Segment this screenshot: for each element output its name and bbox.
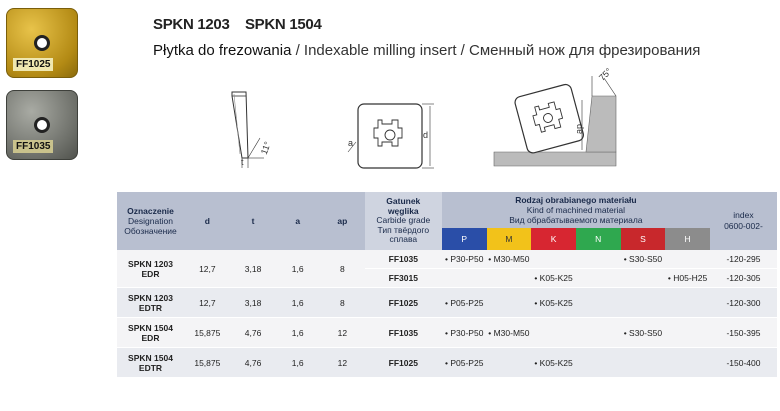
cell-d: 12,7 bbox=[184, 250, 231, 288]
cell-material-k: • K05-K25 bbox=[531, 269, 576, 288]
subtitle-translations: / Indexable milling insert / Сменный нож для фрезирования bbox=[291, 42, 701, 59]
cell-material-s: • S30-S50 bbox=[621, 250, 666, 269]
cell-material-s: • S30-S50 bbox=[621, 318, 666, 348]
cell-d: 12,7 bbox=[184, 288, 231, 318]
table-header-row bbox=[117, 192, 777, 228]
cell-grade: FF3015 bbox=[365, 269, 442, 288]
working-position-drawing bbox=[494, 66, 616, 166]
table-row bbox=[117, 348, 777, 378]
cell-index: -150-400 bbox=[710, 348, 777, 378]
designation-line: SPKN 1203 bbox=[128, 292, 173, 303]
cell-material-k bbox=[531, 250, 576, 269]
material-swatch-s: S bbox=[621, 228, 666, 250]
insert-photo-grey bbox=[6, 90, 78, 160]
material-pl: Rodzaj obrabianego materiału bbox=[515, 195, 637, 205]
designation-line: SPKN 1504 bbox=[128, 352, 173, 363]
cell-material-p: • P05-P25 bbox=[442, 348, 487, 378]
material-swatch-n: N bbox=[576, 228, 621, 250]
designation-line: EDR bbox=[141, 332, 160, 343]
cell-material-k: • K05-K25 bbox=[531, 288, 576, 318]
cell-a: 1,6 bbox=[275, 348, 320, 378]
cell-ap: 8 bbox=[320, 250, 365, 288]
grade-pl-1: Gatunek bbox=[386, 196, 421, 207]
cell-grade: FF1025 bbox=[365, 348, 442, 378]
cell-t: 4,76 bbox=[231, 318, 276, 348]
chamfer-label: a bbox=[348, 138, 354, 148]
cell-material-s bbox=[621, 269, 666, 288]
cell-material-n bbox=[576, 288, 621, 318]
designation-line: SPKN 1504 bbox=[128, 322, 173, 333]
lead-angle-label: 75° bbox=[596, 66, 614, 83]
thickness-label: t bbox=[241, 157, 244, 167]
cell-material-n bbox=[576, 348, 621, 378]
side-view-drawing bbox=[232, 92, 273, 168]
cell-material-h bbox=[665, 250, 710, 269]
material-en: Kind of machined material bbox=[526, 205, 626, 215]
dim-header-t: t bbox=[251, 216, 255, 226]
material-ru: Вид обрабатываемого материала bbox=[509, 215, 643, 225]
cell-material-p: • P05-P25 bbox=[442, 288, 487, 318]
cell-material-n bbox=[576, 269, 621, 288]
cell-index: -120-295 bbox=[710, 250, 777, 269]
insert-grade-label: FF1035 bbox=[13, 140, 53, 153]
table-row bbox=[117, 288, 777, 318]
cell-material-h bbox=[665, 318, 710, 348]
diameter-label: d bbox=[423, 130, 429, 140]
table-row bbox=[117, 250, 777, 269]
insert-designation bbox=[117, 250, 184, 288]
grade-pl-2: węglika bbox=[387, 205, 419, 216]
table-row bbox=[117, 318, 777, 348]
top-view-drawing bbox=[348, 104, 434, 168]
subtitle-polish: Płytka do frezowania bbox=[153, 42, 292, 59]
material-header bbox=[442, 192, 710, 228]
grade-en: Carbide grade bbox=[376, 215, 431, 226]
cell-ap: 8 bbox=[320, 288, 365, 318]
insert-photo-gold bbox=[6, 8, 78, 78]
cell-ap: 12 bbox=[320, 348, 365, 378]
mounting-hole bbox=[34, 117, 50, 133]
cell-material-m bbox=[487, 269, 532, 288]
designation-header bbox=[117, 192, 184, 250]
cell-material-m bbox=[487, 288, 532, 318]
cell-index: -120-300 bbox=[710, 288, 777, 318]
cell-material-n bbox=[576, 318, 621, 348]
insert-photos bbox=[0, 0, 115, 411]
cell-material-h: • H05-H25 bbox=[665, 269, 710, 288]
material-swatch-k: K bbox=[531, 228, 576, 250]
designation-line: EDTR bbox=[138, 302, 163, 313]
cell-t: 3,18 bbox=[231, 250, 276, 288]
mounting-hole bbox=[34, 35, 50, 51]
designation-line: EDR bbox=[141, 268, 160, 279]
designation-line: SPKN 1203 bbox=[128, 258, 173, 269]
cell-t: 4,76 bbox=[231, 348, 276, 378]
insert-designation bbox=[117, 318, 184, 348]
cell-grade: FF1035 bbox=[365, 318, 442, 348]
cell-d: 15,875 bbox=[184, 348, 231, 378]
insert-designation bbox=[117, 288, 184, 318]
cell-material-k bbox=[531, 318, 576, 348]
cell-a: 1,6 bbox=[275, 250, 320, 288]
grade-header bbox=[365, 192, 442, 250]
grade-ru-2: сплава bbox=[389, 234, 418, 245]
cell-material-m: • M30-M50 bbox=[487, 250, 532, 269]
index-prefix: 0600-002- bbox=[724, 221, 763, 231]
cell-material-k: • K05-K25 bbox=[531, 348, 576, 378]
cell-material-s bbox=[621, 288, 666, 318]
insert-designation bbox=[117, 348, 184, 378]
cell-t: 3,18 bbox=[231, 288, 276, 318]
cell-index: -120-305 bbox=[710, 269, 777, 288]
clearance-angle-label: 11° bbox=[258, 140, 273, 156]
insert-specification-table bbox=[117, 192, 777, 378]
material-swatch-m: M bbox=[487, 228, 532, 250]
cell-ap: 12 bbox=[320, 318, 365, 348]
dim-header-a: a bbox=[295, 216, 301, 226]
table-body bbox=[117, 250, 777, 378]
cell-grade: FF1025 bbox=[365, 288, 442, 318]
page-title: SPKN 1203 SPKN 1504 bbox=[153, 16, 322, 33]
cell-a: 1,6 bbox=[275, 288, 320, 318]
index-header bbox=[710, 192, 777, 250]
designation-en: Designation bbox=[128, 216, 173, 226]
cell-grade: FF1035 bbox=[365, 250, 442, 269]
cell-index: -150-395 bbox=[710, 318, 777, 348]
cell-material-h bbox=[665, 348, 710, 378]
cell-a: 1,6 bbox=[275, 318, 320, 348]
cell-material-m bbox=[487, 348, 532, 378]
index-label: index bbox=[733, 210, 754, 220]
cell-material-h bbox=[665, 288, 710, 318]
material-swatch-h: H bbox=[665, 228, 710, 250]
designation-ru: Обозначение bbox=[124, 226, 177, 236]
dim-header-d: d bbox=[204, 216, 210, 226]
depth-of-cut-label: ap bbox=[574, 123, 584, 134]
material-swatch-p: P bbox=[442, 228, 487, 250]
cell-material-m: • M30-M50 bbox=[487, 318, 532, 348]
cell-material-s bbox=[621, 348, 666, 378]
cell-d: 15,875 bbox=[184, 318, 231, 348]
cell-material-p bbox=[442, 269, 487, 288]
technical-drawings bbox=[220, 66, 640, 186]
cell-material-p: • P30-P50 bbox=[442, 318, 487, 348]
insert-grade-label: FF1025 bbox=[13, 58, 53, 71]
grade-ru-1: Тип твёрдого bbox=[377, 224, 430, 235]
designation-line: EDTR bbox=[138, 362, 163, 373]
cell-material-n bbox=[576, 250, 621, 269]
cell-material-p: • P30-P50 bbox=[442, 250, 487, 269]
dim-header-ap: ap bbox=[337, 216, 348, 226]
designation-pl: Oznaczenie bbox=[127, 206, 174, 216]
page-subtitle bbox=[153, 42, 700, 59]
